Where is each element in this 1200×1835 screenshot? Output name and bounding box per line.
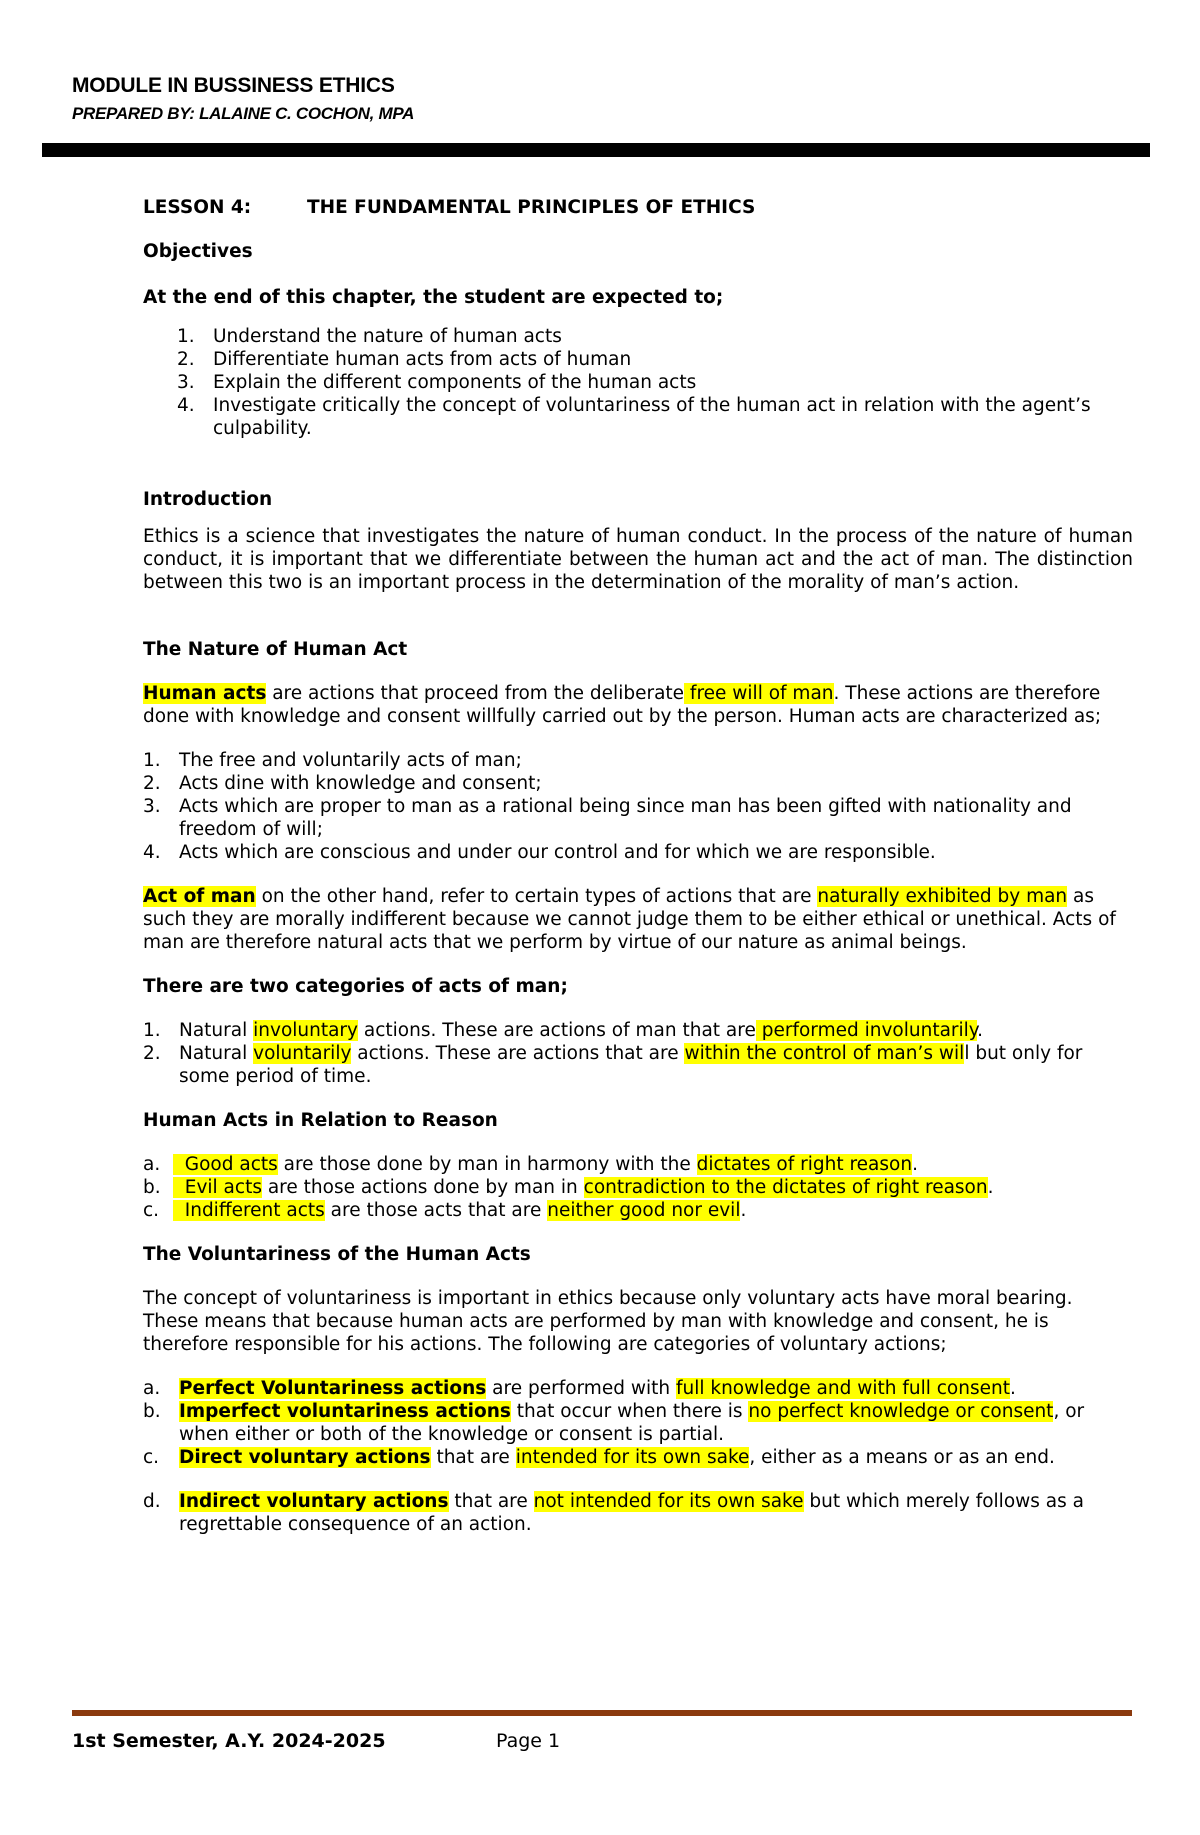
reason-heading: Human Acts in Relation to Reason xyxy=(143,1110,498,1131)
list-item: c. Indifferent acts are those acts that are neither good nor evil. xyxy=(143,1200,747,1221)
nature-heading: The Nature of Human Act xyxy=(143,639,408,660)
list-item: 2. Acts dine with knowledge and consent; xyxy=(143,773,542,794)
human-acts-list xyxy=(143,749,1133,864)
objectives-heading: Objectives xyxy=(143,241,253,262)
list-item: d. Indirect voluntary actions that are not intended for its own sake but which merely follows as a regrettable consequence of an action. xyxy=(143,1491,1084,1535)
list-item: 4. Acts which are conscious and under our control and for which we are responsible. xyxy=(143,842,936,863)
list-item: a. Good acts are those done by man in harmony with the dictates of right reason. xyxy=(143,1154,918,1175)
objectives-list xyxy=(143,325,1133,440)
categories-heading: There are two categories of acts of man; xyxy=(143,976,568,997)
voluntariness-heading: The Voluntariness of the Human Acts xyxy=(143,1244,531,1265)
list-item: a. Perfect Voluntariness actions are performed with full knowledge and with full consent. xyxy=(143,1378,1016,1399)
list-item: 2. Natural voluntarily actions. These are actions that are within the control of man’s will but only for some period of time. xyxy=(143,1043,1083,1087)
human-acts-paragraph: Human acts are actions that proceed from the deliberate free will of man. These actions are therefore done with knowledge and consent willfully carried out by the person. Human acts are characterized as; xyxy=(143,683,1102,727)
footer-semester: 1st Semester, A.Y. 2024-2025 xyxy=(72,1730,386,1752)
act-of-man-paragraph: Act of man on the other hand, refer to certain types of actions that are naturally exhibited by man as such they are morally indifferent because we cannot judge them to be either ethical or unethical. Acts of man are therefore natural acts that we perform by virtue of our nature as animal beings. xyxy=(143,886,1116,953)
prepared-by: PREPARED BY: LALAINE C. COCHON, MPA xyxy=(72,104,415,123)
list-item: 4. Investigate critically the concept of voluntariness of the human act in relation with the agent’s culpability. xyxy=(177,395,1091,439)
introduction-body: Ethics is a science that investigates the nature of human conduct. In the process of the nature of human conduct, it is important that we differentiate between the human act and the act of man. The distinction between this two is an important process in the determination of the morality of man’s action. xyxy=(143,526,1133,593)
lesson-heading xyxy=(143,196,1133,219)
objectives-lead: At the end of this chapter, the student are expected to; xyxy=(143,287,724,308)
module-title: MODULE IN BUSSINESS ETHICS xyxy=(72,74,395,97)
lesson-title: THE FUNDAMENTAL PRINCIPLES OF ETHICS xyxy=(307,197,756,218)
introduction-heading: Introduction xyxy=(143,489,273,510)
document-body xyxy=(143,196,1133,1536)
footer-rule xyxy=(72,1710,1132,1716)
list-item: b. Imperfect voluntariness actions that occur when there is no perfect knowledge or consent, or when either or both of the knowledge or consent is partial. xyxy=(143,1401,1085,1445)
reason-list xyxy=(143,1153,1133,1222)
list-item: c. Direct voluntary actions that are intended for its own sake, either as a means or as an end. xyxy=(143,1447,1055,1468)
lesson-label: LESSON 4: xyxy=(143,197,252,218)
list-item: 3. Acts which are proper to man as a rational being since man has been gifted with nationality and freedom of will; xyxy=(143,796,1072,840)
header-rule xyxy=(42,143,1150,157)
footer-page-number: Page 1 xyxy=(496,1730,561,1752)
list-item: 1. Understand the nature of human acts xyxy=(177,326,562,347)
list-item: 1. The free and voluntarily acts of man; xyxy=(143,750,522,771)
voluntariness-body: The concept of voluntariness is important in ethics because only voluntary acts have moral bearing. These means that because human acts are performed by man with knowledge and consent, he is therefore responsible for his actions. The following are categories of voluntary actions; xyxy=(143,1288,1073,1355)
list-item: 2. Differentiate human acts from acts of human xyxy=(177,349,632,370)
list-item: 1. Natural involuntary actions. These are actions of man that are performed involuntarily. xyxy=(143,1020,983,1041)
voluntary-list xyxy=(143,1377,1133,1536)
list-item: 3. Explain the different components of the human acts xyxy=(177,372,697,393)
list-item: b. Evil acts are those actions done by man in contradiction to the dictates of right reason. xyxy=(143,1177,994,1198)
categories-list xyxy=(143,1019,1133,1088)
